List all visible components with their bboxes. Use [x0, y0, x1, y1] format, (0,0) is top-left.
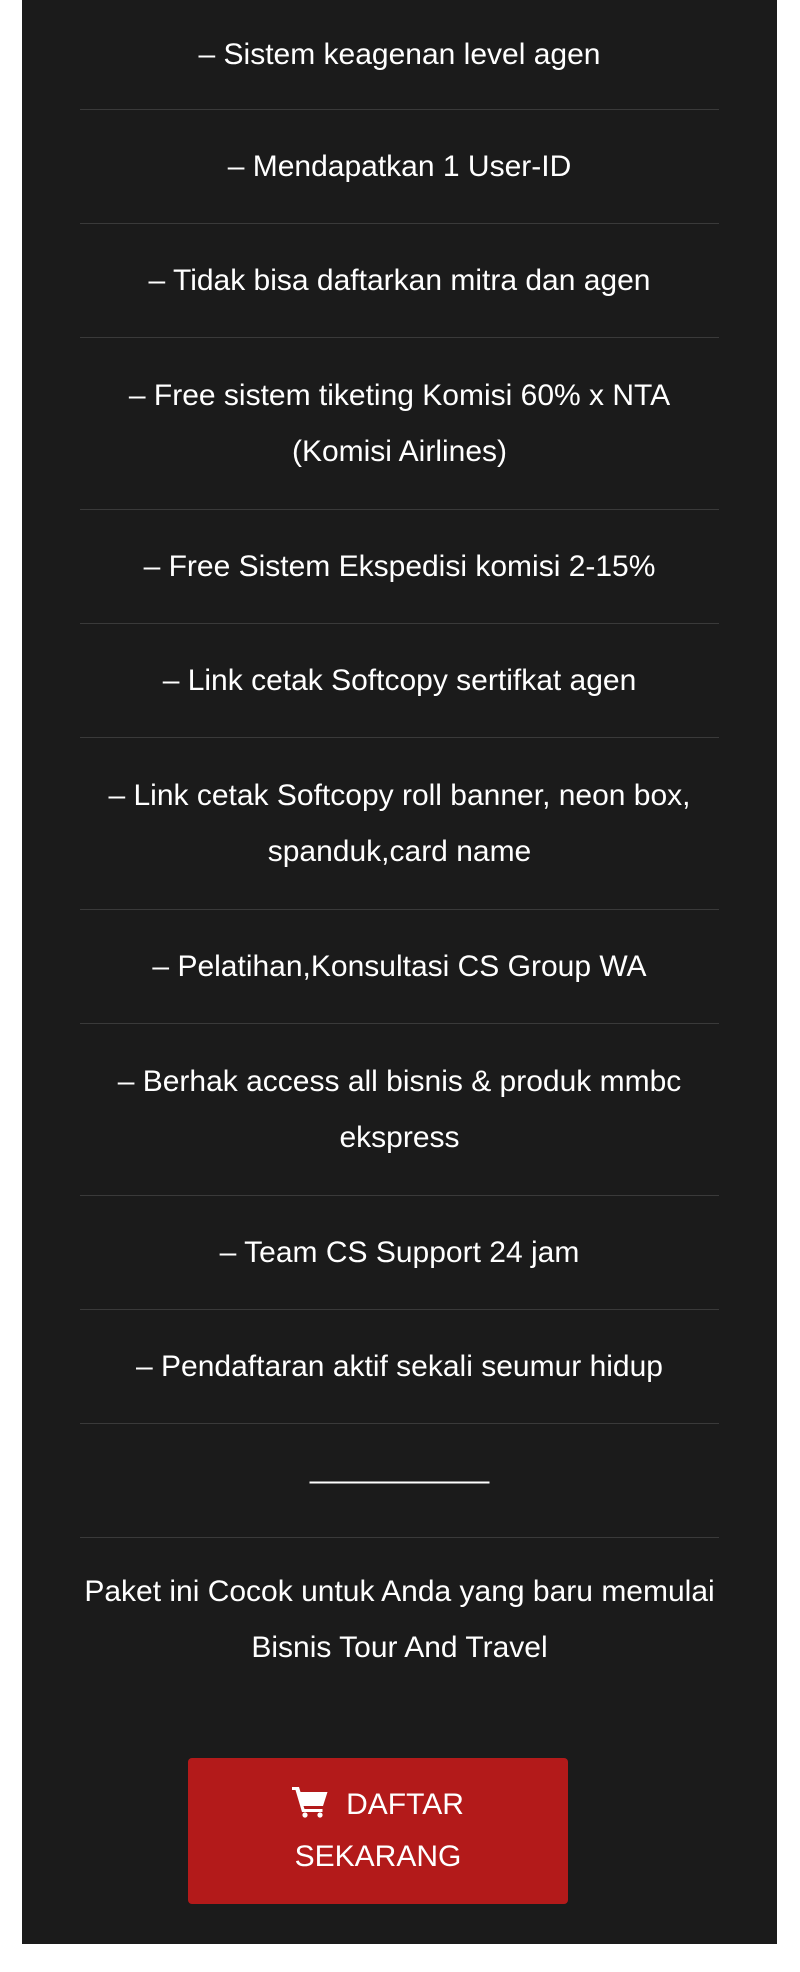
feature-text: – Pelatihan,Konsultasi CS Group WA [152, 949, 647, 983]
feature-text: – Free Sistem Ekspedisi komisi 2-15% [143, 549, 656, 583]
feature-text: – Link cetak Softcopy sertifkat agen [162, 663, 637, 697]
feature-item [80, 1310, 719, 1424]
feature-item [80, 338, 719, 510]
feature-item [80, 0, 719, 110]
feature-text: – Team CS Support 24 jam [219, 1235, 580, 1269]
register-now-button[interactable] [188, 1758, 568, 1904]
feature-list [22, 0, 777, 1538]
feature-item [80, 738, 719, 910]
register-label-line2: SEKARANG [294, 1840, 462, 1873]
feature-item [80, 910, 719, 1024]
shopping-cart-icon [292, 1786, 328, 1818]
feature-item [80, 1196, 719, 1310]
feature-text: – Mendapatkan 1 User-ID [227, 149, 572, 183]
register-now-label [292, 1779, 464, 1883]
package-note: Paket ini Cocok untuk Anda yang baru memulai Bisnis Tour And Travel [84, 1575, 715, 1664]
feature-text: – Berhak access all bisnis & produk mmbc ekspress [117, 1064, 682, 1154]
feature-text: – Sistem keagenan level agen [198, 37, 601, 71]
feature-item [80, 624, 719, 738]
feature-item [80, 510, 719, 624]
feature-item [80, 1024, 719, 1196]
feature-text: – Tidak bisa daftarkan mitra dan agen [148, 263, 651, 297]
register-label-line1: DAFTAR [346, 1788, 464, 1821]
feature-text: – Link cetak Softcopy roll banner, neon box, spanduk,card name [108, 778, 691, 868]
feature-separator [80, 1424, 719, 1538]
feature-text: – Pendaftaran aktif sekali seumur hidup [136, 1349, 663, 1383]
feature-item [80, 224, 719, 338]
feature-text: —————— [309, 1463, 490, 1497]
feature-text: – Free sistem tiketing Komisi 60% x NTA (Komisi Airlines) [128, 378, 671, 468]
feature-item [80, 110, 719, 224]
pricing-card [22, 0, 777, 1944]
